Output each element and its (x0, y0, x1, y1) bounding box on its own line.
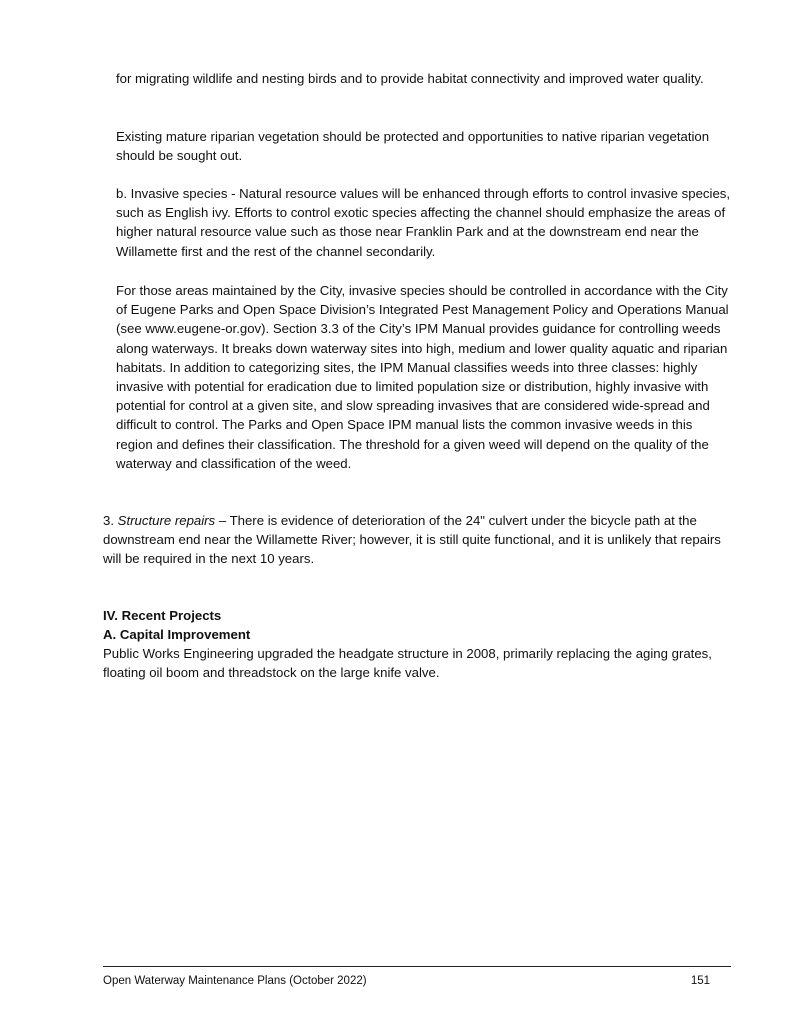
paragraph-habitat: for migrating wildlife and nesting birds and to provide habitat connectivity and improved water quality. (116, 71, 704, 86)
paragraph-riparian-vegetation: Existing mature riparian vegetation should be protected and opportunities to native riparian vegetation should be sought out. (116, 129, 710, 164)
page-number: 151 (690, 975, 710, 987)
paragraph-structure-repairs (103, 511, 731, 569)
list-number: 3. (103, 513, 114, 528)
paragraph-ipm-manual: For those areas maintained by the City, invasive species should be controlled in accordance with the City of Eugene Parks and Open Space Division’s Integrated Pest Management Policy and Operations Manual (see www.eugene-or.gov). Section 3.3 of the City’s IPM Manual provides guidance for controlling weeds along waterways. It breaks down waterway sites into high, medium and lower quality aquatic and riparian habitats. In addition to categorizing sites, the IPM Manual classifies weeds into three classes: highly invasive with potential for eradication due to limited population size or distribution, highly invasive with potential for control at a given site, and slow spreading invasives that are considered wide-spread and difficult to control. The Parks and Open Space IPM manual lists the common invasive weeds in this region and defines their classification. The threshold for a given weed will depend on the quality of the waterway and classification of the weed. (116, 283, 729, 471)
section-heading: IV. Recent Projects (103, 608, 222, 623)
structure-repairs-text: – There is evidence of deterioration of the 24" culvert under the bicycle path at the downstream end near the Willamette River; however, it is still quite functional, and it is unlikely that repairs will be required in the next 10 years. (103, 513, 721, 567)
footer-divider (103, 966, 731, 967)
footer-title: Open Waterway Maintenance Plans (October 2022) (103, 975, 367, 987)
paragraph-invasive-species: b. Invasive species - Natural resource values will be enhanced through efforts to control invasive species, such as English ivy. Efforts to control exotic species affecting the channel should emphasize the areas of higher natural resource value such as those near Franklin Park and at the downstream end near the Willamette first and the rest of the channel secondarily. (116, 186, 731, 259)
structure-repairs-title: Structure repairs (117, 513, 216, 528)
paragraph-capital-improvement: Public Works Engineering upgraded the headgate structure in 2008, primarily replacing the aging grates, floating oil boom and threadstock on the large knife valve. (103, 646, 712, 681)
subsection-heading: A. Capital Improvement (103, 627, 251, 642)
